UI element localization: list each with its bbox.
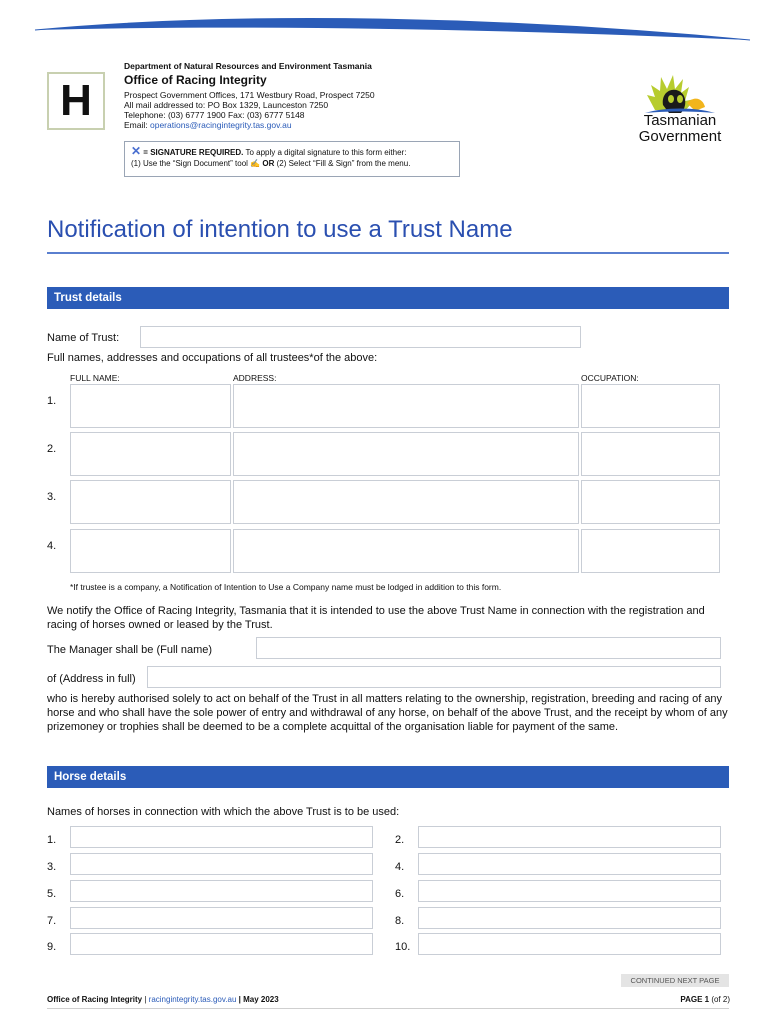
- trustee-row-number: 4.: [47, 540, 57, 552]
- continued-next-page-label: CONTINUED NEXT PAGE: [621, 974, 729, 987]
- col-address: ADDRESS:: [233, 373, 277, 383]
- col-full-name: FULL NAME:: [70, 373, 120, 383]
- horse-8-input[interactable]: [418, 907, 721, 929]
- signature-option-2: (2) Select “Fill & Sign” from the menu.: [276, 159, 411, 168]
- horse-number: 6.: [395, 888, 405, 900]
- department-name: Department of Natural Resources and Environment Tasmania: [124, 61, 372, 71]
- logo-line-1: Tasmanian: [643, 112, 717, 129]
- horse-6-input[interactable]: [418, 880, 721, 902]
- trustee-4-occupation-input[interactable]: [581, 529, 720, 573]
- horse-number: 4.: [395, 861, 405, 873]
- header-swoosh: [0, 0, 770, 60]
- horse-2-input[interactable]: [418, 826, 721, 848]
- pen-icon: ✍: [250, 159, 261, 168]
- manager-label: The Manager shall be (Full name): [47, 644, 213, 656]
- horse-9-input[interactable]: [70, 933, 373, 955]
- horse-3-input[interactable]: [70, 853, 373, 875]
- page-num: 1: [704, 995, 710, 1004]
- horse-10-input[interactable]: [418, 933, 721, 955]
- email-link[interactable]: operations@racingintegrity.tas.gov.au: [149, 120, 292, 130]
- page-label: PAGE: [680, 995, 705, 1004]
- horse-number: 7.: [47, 915, 57, 927]
- horse-names-intro: Names of horses in connection with which the above Trust is to be used:: [47, 806, 400, 818]
- trustee-row-number: 2.: [47, 443, 57, 455]
- horse-number: 5.: [47, 888, 57, 900]
- signature-or: OR: [260, 159, 277, 168]
- horse-number: 2.: [395, 834, 405, 846]
- horse-7-input[interactable]: [70, 907, 373, 929]
- horse-number: 8.: [395, 915, 405, 927]
- notify-paragraph: We notify the Office of Racing Integrity, Tasmania that it is intended to use the above Trust Name in connection with the registration and racing of horses owned or leased by the Trust.: [47, 605, 705, 631]
- signature-x-icon: ✕: [131, 144, 142, 158]
- trustee-2-occupation-input[interactable]: [581, 432, 720, 476]
- trustee-4-address-input[interactable]: [233, 529, 579, 573]
- signature-instruction: To apply a digital signature to this form either:: [243, 148, 407, 157]
- authorisation-paragraph: who is hereby authorised solely to act on behalf of the Trust in all matters relating to the ownership, registration, breeding and racing of any horse and who shall have the sole power of entry and withdrawal of any horse, on behalf of the above Trust, and the receipt by whom of any prizemoney or trophies shall be deemed to be a complete acquittal of the organisation liable for payment of the same.: [47, 693, 728, 733]
- trustee-3-name-input[interactable]: [70, 480, 231, 524]
- address-line-2: All mail addressed to: PO Box 1329, Launceston 7250: [124, 100, 329, 110]
- company-footnote: *If trustee is a company, a Notification of Intention to Use a Company name must be lodged in addition to this form.: [70, 582, 502, 592]
- horse-number: 1.: [47, 834, 57, 846]
- trustee-4-name-input[interactable]: [70, 529, 231, 573]
- address-line-1: Prospect Government Offices, 171 Westbury Road, Prospect 7250: [124, 90, 375, 100]
- col-occupation: OCCUPATION:: [581, 373, 639, 383]
- footer-office-name: Office of Racing Integrity: [47, 995, 143, 1004]
- trustee-2-name-input[interactable]: [70, 432, 231, 476]
- title-divider: [47, 252, 729, 254]
- trustee-1-address-input[interactable]: [233, 384, 579, 428]
- office-address: [124, 90, 375, 130]
- manager-address-input[interactable]: [147, 666, 721, 688]
- page-number: [650, 995, 730, 1004]
- trustee-2-address-input[interactable]: [233, 432, 579, 476]
- logo-text: [627, 113, 733, 145]
- trustee-3-occupation-input[interactable]: [581, 480, 720, 524]
- trust-name-label: Name of Trust:: [47, 332, 120, 344]
- horse-1-input[interactable]: [70, 826, 373, 848]
- footer-divider: [47, 1008, 729, 1009]
- signature-note: [124, 141, 460, 177]
- page-title: Notification of intention to use a Trust Name: [47, 216, 513, 243]
- trustee-1-name-input[interactable]: [70, 384, 231, 428]
- manager-name-input[interactable]: [256, 637, 721, 659]
- trustee-3-address-input[interactable]: [233, 480, 579, 524]
- manager-address-label: of (Address in full): [47, 673, 136, 685]
- signature-option-1: (1) Use the “Sign Document” tool: [131, 159, 248, 168]
- email-label: Email:: [124, 120, 150, 130]
- logo-line-2: Government: [638, 128, 722, 145]
- office-name: Office of Racing Integrity: [124, 73, 267, 87]
- horse-number: 10.: [395, 941, 411, 953]
- footer-date: | May 2023: [236, 995, 279, 1004]
- trustee-row-number: 3.: [47, 491, 57, 503]
- trustees-label: Full names, addresses and occupations of all trustees*of the above:: [47, 352, 378, 364]
- trust-details-heading: Trust details: [47, 287, 729, 309]
- trustee-1-occupation-input[interactable]: [581, 384, 720, 428]
- trust-name-input[interactable]: [140, 326, 581, 348]
- footer-office: [47, 995, 279, 1004]
- signature-required: = SIGNATURE REQUIRED.: [143, 148, 244, 157]
- form-letter: H: [47, 72, 105, 130]
- footer-separator: |: [142, 995, 149, 1004]
- horse-4-input[interactable]: [418, 853, 721, 875]
- horse-5-input[interactable]: [70, 880, 373, 902]
- horse-number: 3.: [47, 861, 57, 873]
- page-of: (of 2): [709, 995, 730, 1004]
- trustee-row-number: 1.: [47, 395, 57, 407]
- horse-details-heading: Horse details: [47, 766, 729, 788]
- horse-number: 9.: [47, 941, 57, 953]
- footer-site-link[interactable]: racingintegrity.tas.gov.au: [148, 995, 237, 1004]
- address-line-3: Telephone: (03) 6777 1900 Fax: (03) 6777 5148: [124, 110, 305, 120]
